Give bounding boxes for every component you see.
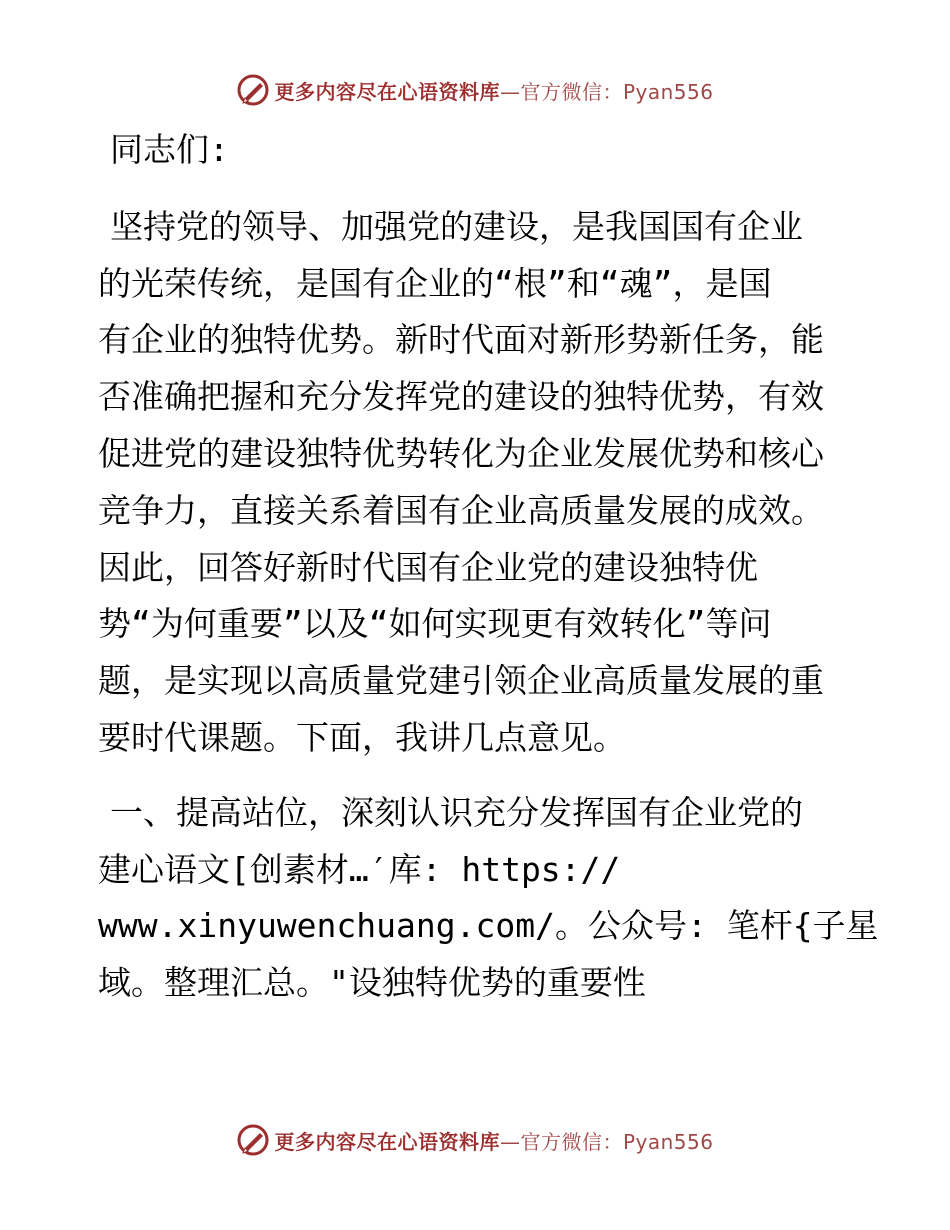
footer-banner-wechat: —官方微信：Pyan556 — [499, 1129, 714, 1154]
header-banner-text — [274, 76, 713, 105]
footer-banner-main: 更多内容尽在心语资料库 — [274, 1129, 500, 1154]
greeting: 同志们: — [110, 130, 229, 169]
paragraph-1-line: 题，是实现以高质量党建引领企业高质量发展的重 — [98, 661, 824, 701]
paragraph-1-line: 势“为何重要”以及“如何实现更有效转化”等问 — [98, 604, 772, 644]
paragraph-1-line: 要时代课题。下面，我讲几点意见。 — [98, 717, 626, 757]
paragraph-1 — [98, 199, 850, 767]
header-banner-wechat: —官方微信：Pyan556 — [499, 79, 714, 104]
document-body — [98, 122, 879, 1012]
header-banner-main: 更多内容尽在心语资料库 — [274, 79, 500, 104]
paragraph-2-line: 域。整理汇总。"设独特优势的重要性 — [98, 963, 646, 1003]
paragraph-1-line: 促进党的建设独特优势转化为企业发展优势和核心 — [98, 433, 824, 473]
paragraph-1-line: 否准确把握和充分发挥党的建设的独特优势，有效 — [98, 377, 824, 417]
paragraph-1-line: 因此，回答好新时代国有企业党的建设独特优 — [98, 547, 758, 587]
paragraph-2-line: www.xinyuwenchuang.com/。公众号: 笔杆{子星 — [98, 906, 879, 946]
paragraph-1-line: 坚持党的领导、加强党的建设，是我国国有企业 — [110, 206, 803, 246]
pen-circle-logo-icon — [236, 1123, 270, 1157]
section-heading-line: 一、提高站位，深刻认识充分发挥国有企业党的 — [110, 792, 803, 832]
footer-banner — [0, 1120, 950, 1160]
paragraph-2 — [98, 785, 879, 1012]
paragraph-2-line: 建心语文[创素材…′库: https:// — [98, 849, 621, 889]
paragraph-1-line: 有企业的独特优势。新时代面对新形势新任务，能 — [98, 320, 824, 360]
header-banner — [0, 70, 950, 110]
pen-circle-logo-icon — [236, 73, 270, 107]
paragraph-1-line: 竞争力，直接关系着国有企业高质量发展的成效。 — [98, 490, 824, 530]
paragraph-1-line: 的光荣传统，是国有企业的“根”和“魂”，是国 — [98, 263, 772, 303]
footer-banner-text — [274, 1126, 713, 1155]
